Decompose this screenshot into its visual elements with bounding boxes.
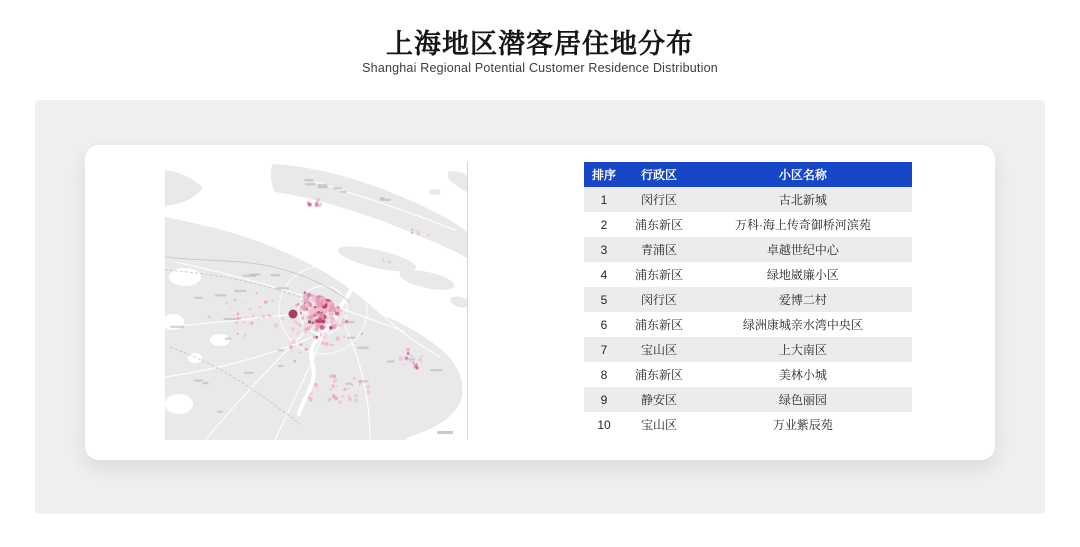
table-cell: 绿洲康城亲水湾中央区 [694,312,912,337]
table-cell: 闵行区 [624,287,694,312]
table-cell: 6 [584,312,624,337]
table-header-row [584,162,912,187]
map-attribution-watermark [437,431,453,434]
table-cell: 美林小城 [694,362,912,387]
map-svg [165,162,467,440]
table-cell: 7 [584,337,624,362]
table-cell: 8 [584,362,624,387]
table-header-cell: 小区名称 [694,162,912,187]
table-cell: 浦东新区 [624,312,694,337]
table-cell: 1 [584,187,624,212]
table-cell: 绿色丽园 [694,387,912,412]
table-cell: 古北新城 [694,187,912,212]
table-cell: 青浦区 [624,237,694,262]
table-row [584,412,912,437]
table-row [584,212,912,237]
table-cell: 浦东新区 [624,362,694,387]
table-header-cell: 排序 [584,162,624,187]
table-cell: 上大南区 [694,337,912,362]
table-cell: 3 [584,237,624,262]
table-cell: 绿地崴廉小区 [694,262,912,287]
table-header [584,162,912,187]
table-row [584,337,912,362]
table-cell: 闵行区 [624,187,694,212]
table-row [584,287,912,312]
page-subtitle: Shanghai Regional Potential Customer Residence Distribution [362,61,718,75]
table-row [584,362,912,387]
table-header-cell: 行政区 [624,162,694,187]
table-cell: 万业紫辰苑 [694,412,912,437]
table-cell: 宝山区 [624,412,694,437]
table-cell: 9 [584,387,624,412]
table-cell: 5 [584,287,624,312]
table-cell: 4 [584,262,624,287]
table-body [584,187,912,437]
table-row [584,262,912,287]
table-cell: 静安区 [624,387,694,412]
page-title: 上海地区潜客居住地分布 [386,29,694,59]
content-panel [35,100,1045,514]
table-cell: 10 [584,412,624,437]
table-cell: 爱博二村 [694,287,912,312]
table-cell: 浦东新区 [624,212,694,237]
table-row [584,387,912,412]
ranking-table [584,162,912,437]
table-cell: 万科·海上传奇御桥河滨苑 [694,212,912,237]
table-cell: 浦东新区 [624,262,694,287]
table-cell: 2 [584,212,624,237]
table-row [584,312,912,337]
shanghai-map [165,162,468,440]
table-row [584,237,912,262]
table-row [584,187,912,212]
map-highlight-dot [289,310,298,319]
content-card [85,145,995,460]
table-cell: 宝山区 [624,337,694,362]
table-cell: 卓越世纪中心 [694,237,912,262]
